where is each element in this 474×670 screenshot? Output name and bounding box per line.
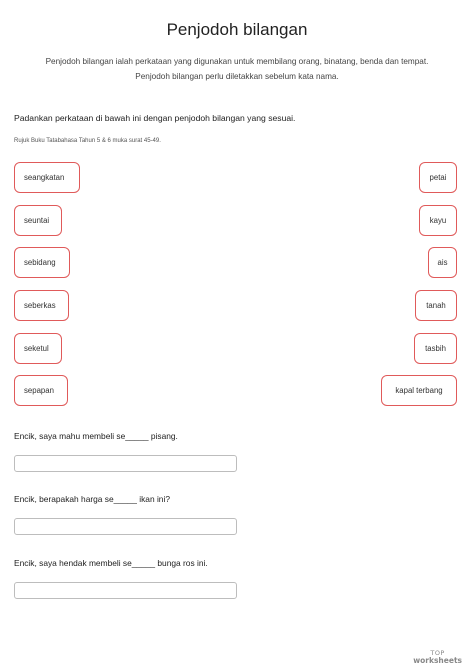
match-right-item[interactable]: petai <box>419 162 457 193</box>
instruction-text: Padankan perkataan di bawah ini dengan penjodoh bilangan yang sesuai. <box>14 113 296 123</box>
answer-1-input[interactable] <box>14 455 237 472</box>
match-left-item[interactable]: seketul <box>14 333 62 364</box>
match-left-item[interactable]: seuntai <box>14 205 62 236</box>
intro-line-2: Penjodoh bilangan perlu diletakkan sebelum kata nama. <box>135 72 339 81</box>
match-right-item[interactable]: kayu <box>419 205 457 236</box>
question-2-text: Encik, berapakah harga se_____ ikan ini? <box>14 494 170 504</box>
question-1-text: Encik, saya mahu membeli se_____ pisang. <box>14 431 178 441</box>
match-right-item[interactable]: kapal terbang <box>381 375 457 406</box>
brand-logo <box>413 650 462 664</box>
match-right-item[interactable]: ais <box>428 247 457 278</box>
brand-line-1: TOP <box>430 649 445 657</box>
answer-2-input[interactable] <box>14 518 237 535</box>
match-left-item[interactable]: seberkas <box>14 290 69 321</box>
intro-line-1: Penjodoh bilangan ialah perkataan yang digunakan untuk membilang orang, binatang, benda dan tempat. <box>45 57 429 66</box>
match-left-item[interactable]: sepapan <box>14 375 68 406</box>
match-left-item[interactable]: sebidang <box>14 247 70 278</box>
page-title: Penjodoh bilangan <box>166 20 308 39</box>
match-right-item[interactable]: tasbih <box>414 333 457 364</box>
match-left-item[interactable]: seangkatan <box>14 162 80 193</box>
answer-3-input[interactable] <box>14 582 237 599</box>
question-3-text: Encik, saya hendak membeli se_____ bunga ros ini. <box>14 558 208 568</box>
brand-line-2: worksheets <box>413 655 462 665</box>
match-right-item[interactable]: tanah <box>415 290 457 321</box>
reference-text: Rujuk Buku Tatabahasa Tahun 5 & 6 muka surat 45-49. <box>14 138 161 144</box>
